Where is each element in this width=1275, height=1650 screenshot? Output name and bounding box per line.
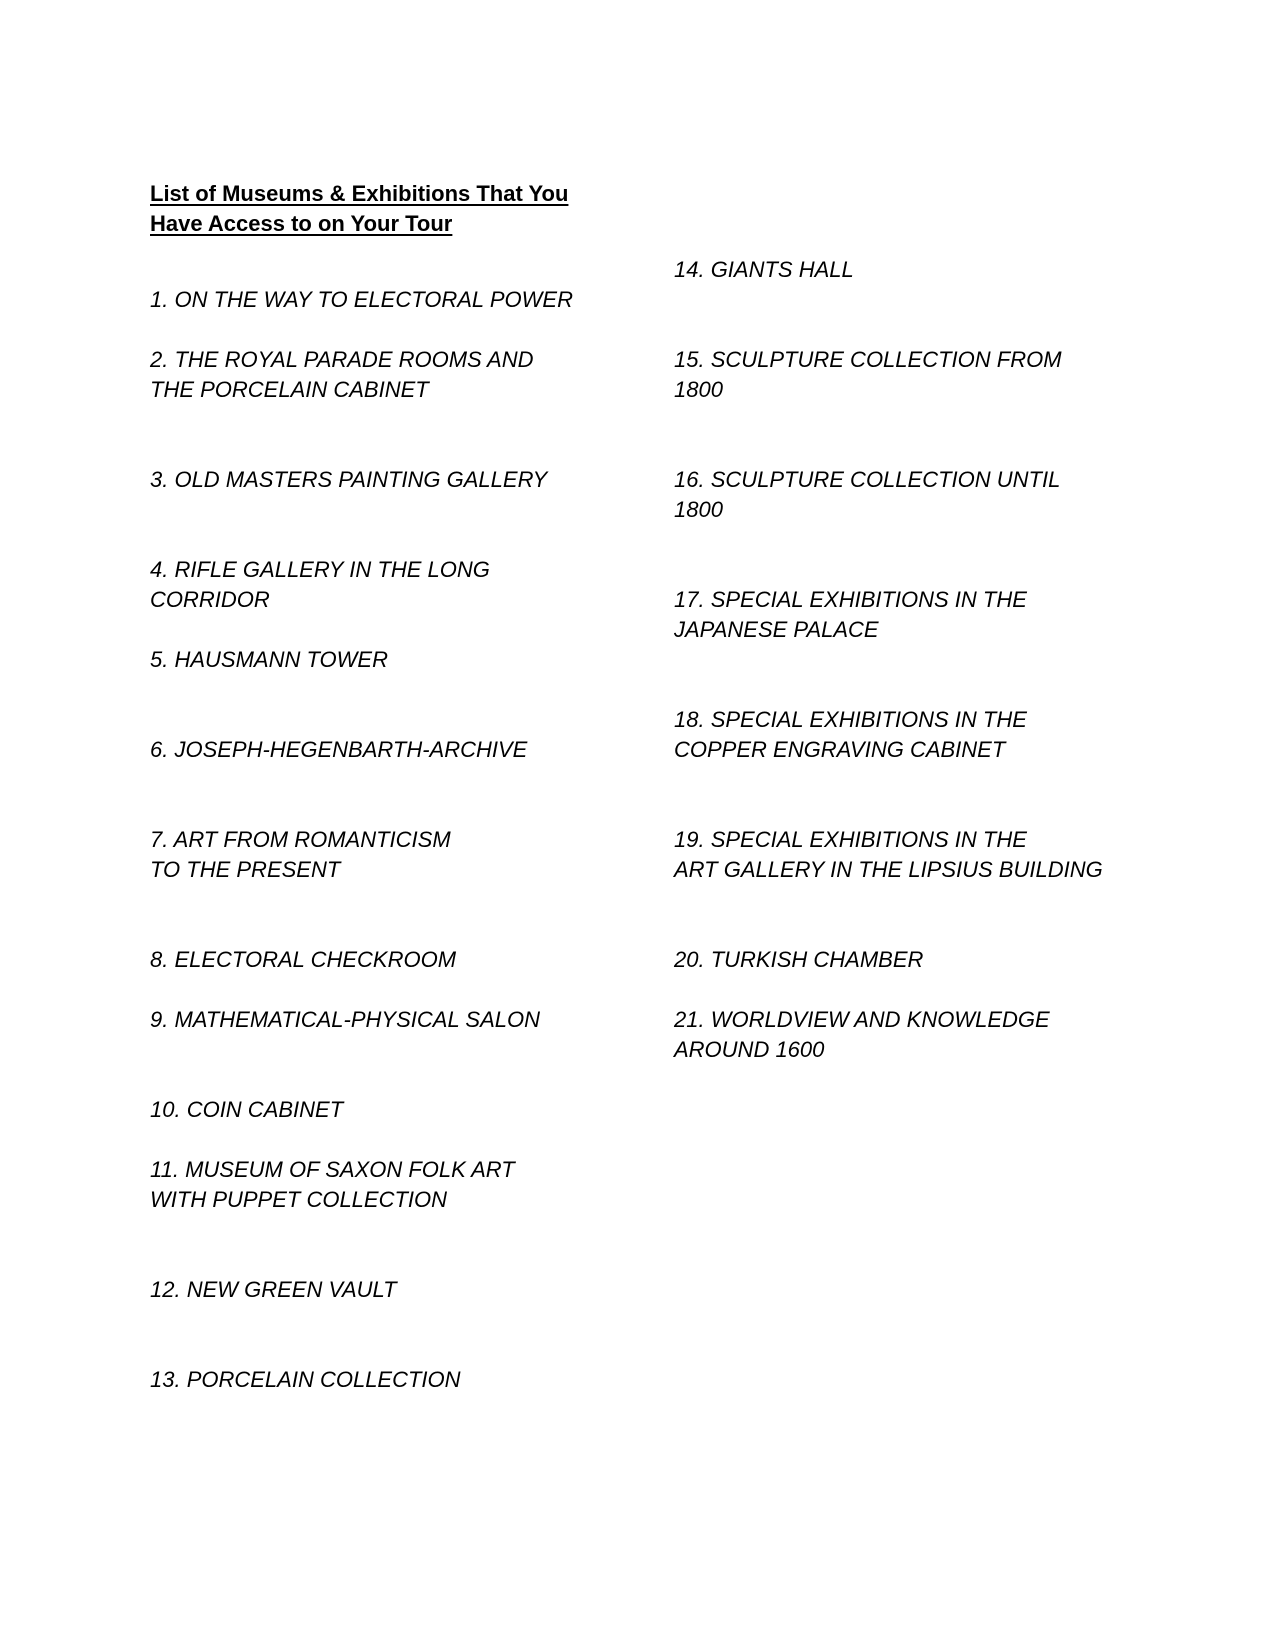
list-item: 4. RIFLE GALLERY IN THE LONG CORRIDOR <box>150 557 490 612</box>
list-item: 8. ELECTORAL CHECKROOM <box>150 947 457 972</box>
list-item: 14. GIANTS HALL <box>674 257 854 282</box>
list-item: 10. COIN CABINET <box>150 1097 344 1122</box>
list-item: 21. WORLDVIEW AND KNOWLEDGE AROUND 1600 <box>674 1007 1050 1062</box>
list-item: 16. SCULPTURE COLLECTION UNTIL 1800 <box>674 467 1061 522</box>
list-item: 12. NEW GREEN VAULT <box>150 1277 397 1302</box>
heading-line-2: Have Access to on Your Tour <box>150 211 453 236</box>
list-item: 3. OLD MASTERS PAINTING GALLERY <box>150 467 548 492</box>
document-heading <box>150 179 568 239</box>
list-item: 20. TURKISH CHAMBER <box>674 947 924 972</box>
list-item: 7. ART FROM ROMANTICISM TO THE PRESENT <box>150 827 451 882</box>
list-item: 17. SPECIAL EXHIBITIONS IN THE JAPANESE PALACE <box>674 587 1027 642</box>
list-item: 6. JOSEPH-HEGENBARTH-ARCHIVE <box>150 737 528 762</box>
list-item: 18. SPECIAL EXHIBITIONS IN THE COPPER ENGRAVING CABINET <box>674 707 1027 762</box>
list-item: 15. SCULPTURE COLLECTION FROM 1800 <box>674 347 1062 402</box>
list-item: 2. THE ROYAL PARADE ROOMS AND THE PORCELAIN CABINET <box>150 347 534 402</box>
heading-line-1: List of Museums & Exhibitions That You <box>150 181 569 206</box>
list-item: 9. MATHEMATICAL-PHYSICAL SALON <box>150 1007 540 1032</box>
list-item: 13. PORCELAIN COLLECTION <box>150 1367 461 1392</box>
list-item: 19. SPECIAL EXHIBITIONS IN THE ART GALLERY IN THE LIPSIUS BUILDING <box>674 827 1103 882</box>
list-item: 11. MUSEUM OF SAXON FOLK ART WITH PUPPET COLLECTION <box>150 1157 515 1212</box>
list-item: 5. HAUSMANN TOWER <box>150 647 388 672</box>
list-item: 1. ON THE WAY TO ELECTORAL POWER <box>150 287 573 312</box>
